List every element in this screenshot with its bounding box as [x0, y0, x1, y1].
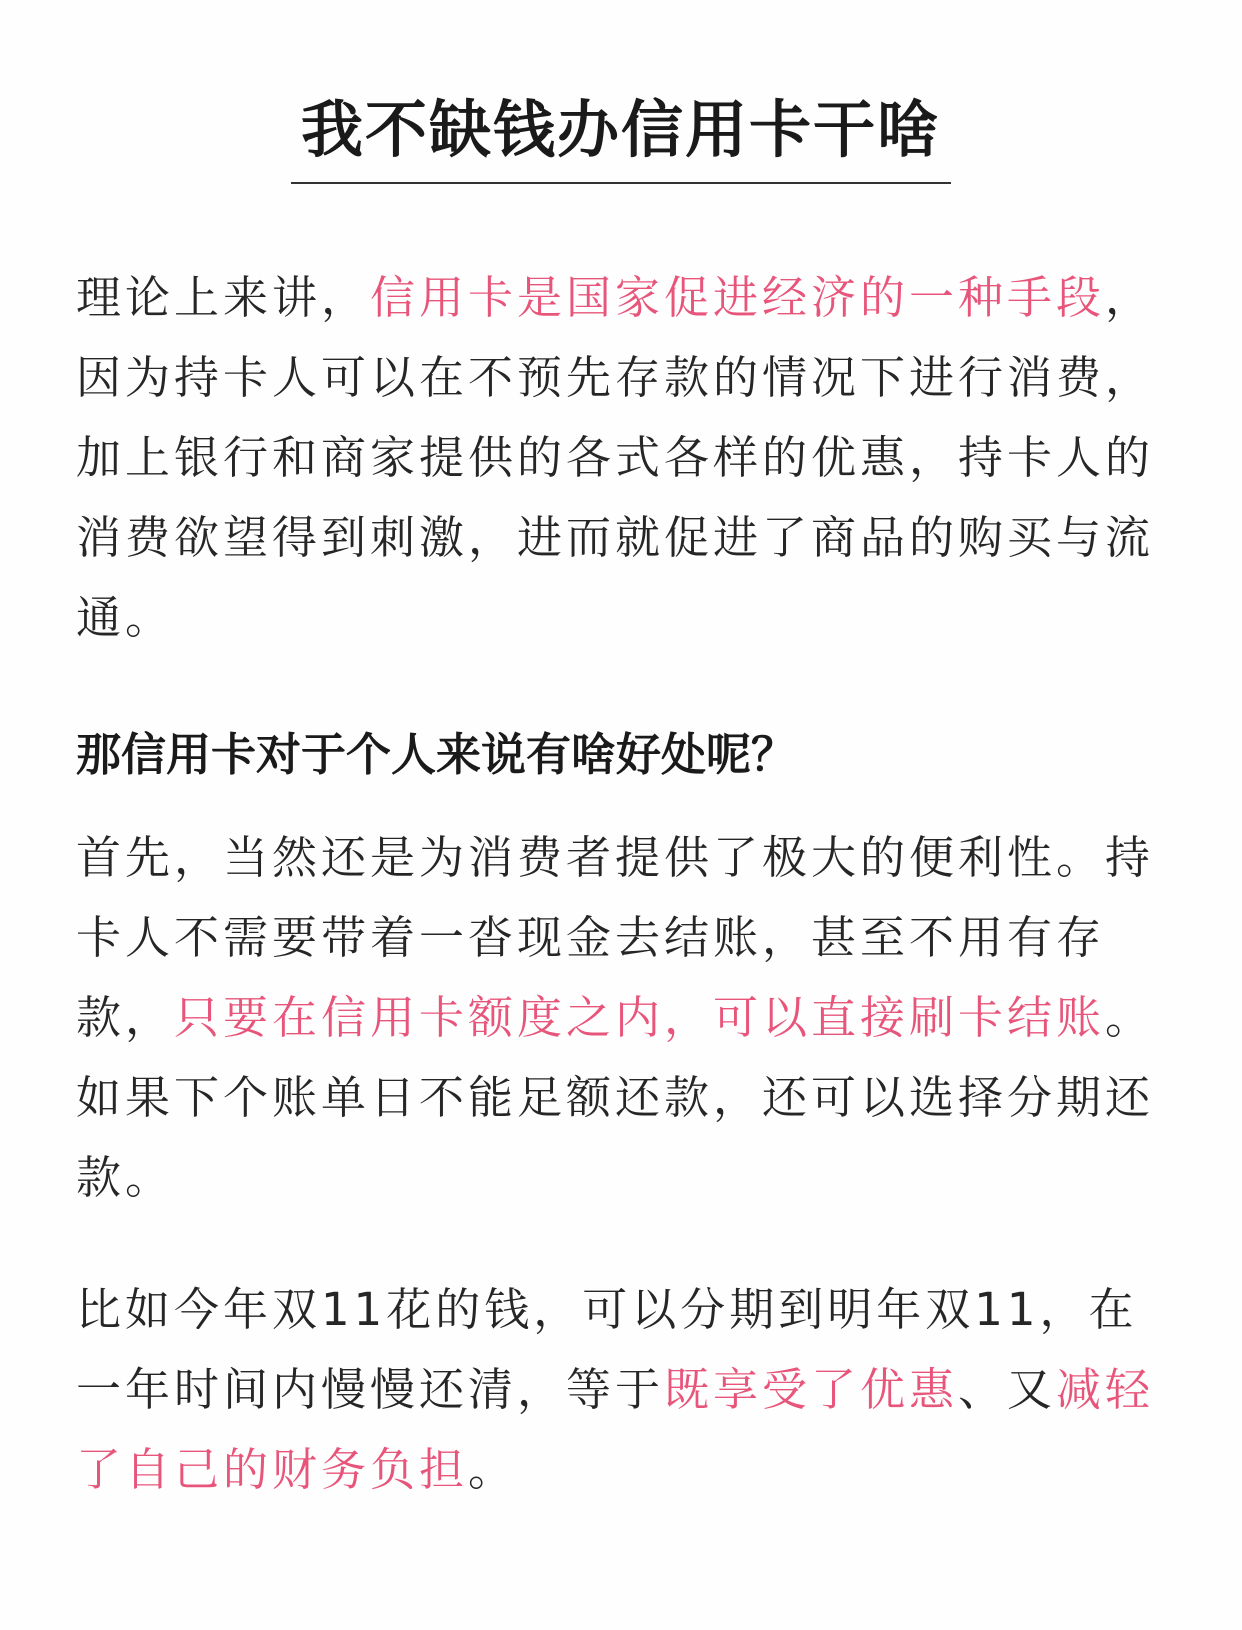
paragraph-installment-highlight2: 减轻了自己的财务负担 — [76, 1363, 1155, 1496]
paragraph-convenience-part3: 。如果下个账单日不能足额还款，还可以选择分期还款。 — [76, 991, 1155, 1204]
paragraph-convenience-part1: 首先，当然还是为消费者提供了极大的便利性。持卡人不需要带着一沓现金去结账，甚至不用有存款， — [76, 831, 1155, 1044]
paragraph-installment-part5: 。 — [468, 1443, 518, 1496]
paragraph-installment — [76, 1270, 1168, 1510]
paragraph-intro-part3: ，因为持卡人可以在不预先存款的情况下进行消费，加上银行和商家提供的各式各样的优惠，持卡人的消费欲望得到刺激，进而就促进了商品的购买与流通。 — [76, 271, 1155, 644]
paragraph-intro — [76, 258, 1168, 658]
paragraph-installment-part3: 、又 — [958, 1363, 1057, 1416]
paragraph-intro-part1: 理论上来讲， — [76, 271, 371, 324]
paragraph-convenience-highlight: 只要在信用卡额度之内，可以直接刷卡结账 — [174, 991, 1106, 1044]
paragraph-convenience — [76, 818, 1168, 1218]
paragraph-installment-highlight1: 既享受了优惠 — [664, 1363, 959, 1416]
title-container — [0, 92, 1242, 184]
section-heading: 那信用卡对于个人来说有啥好处呢？ — [76, 728, 797, 781]
paragraph-installment-part1: 比如今年双11花的钱，可以分期到明年双11，在一年时间内慢慢还清，等于 — [76, 1283, 1138, 1416]
article-title: 我不缺钱办信用卡干啥 — [291, 92, 951, 184]
paragraph-intro-highlight: 信用卡是国家促进经济的一种手段 — [370, 271, 1106, 324]
